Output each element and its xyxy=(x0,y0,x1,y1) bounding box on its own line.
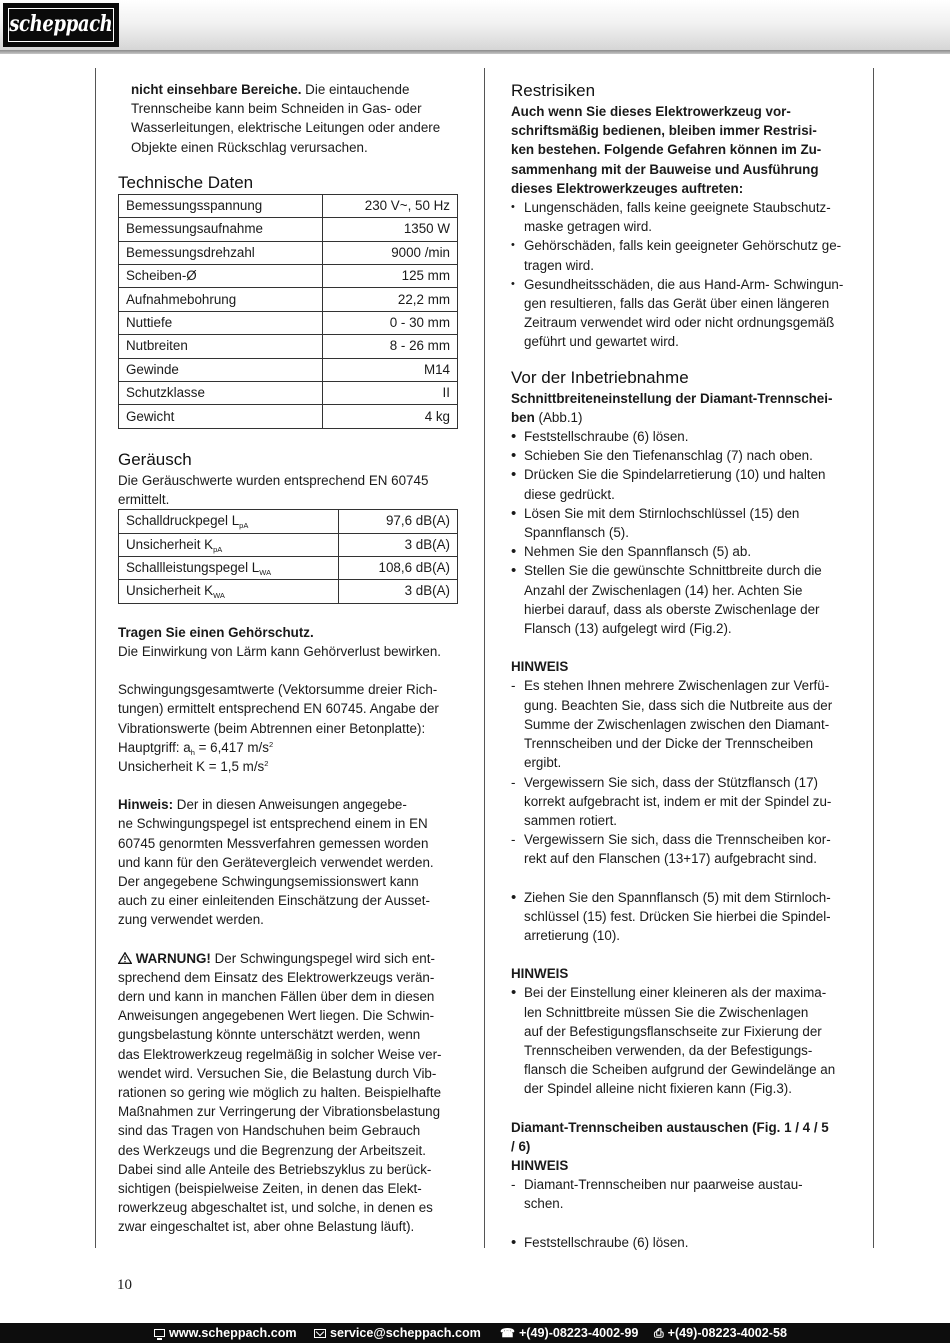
table-cell-value: 8 - 26 mm xyxy=(323,335,458,358)
table-cell-value: 0 - 30 mm xyxy=(323,311,458,334)
table-cell-label: Schalldruckpegel $L_{pA}$ xyxy=(119,510,339,533)
fax-icon: ⎙ xyxy=(654,1326,664,1340)
residual-risks-heading: Restrisiken xyxy=(511,81,596,100)
page-number: 10 xyxy=(117,1277,132,1293)
table-cell-value: 3 dB(A) xyxy=(339,580,458,603)
ear-protection-note xyxy=(118,623,458,661)
list-item: • Feststellschraube (6) lösen. xyxy=(511,1233,853,1252)
table-cell-label: Bemessungsdrehzahl xyxy=(119,241,323,264)
right-margin-rule xyxy=(873,68,874,1248)
ear-protection-bold: Tragen Sie einen Gehörschutz. xyxy=(118,624,314,640)
table-cell-label: Bemessungsaufnahme xyxy=(119,218,323,241)
list-item: • Schieben Sie den Tiefenanschlag (7) nach oben. xyxy=(511,446,853,465)
table-cell-label: Unsicherheit $K_{pA}$ xyxy=(119,533,339,556)
intro-line: Trennscheibe kann beim Schneiden in Gas- oder xyxy=(131,101,422,117)
vibration-line: Schwingungsgesamtwerte (Vektorsumme dreier Rich- xyxy=(118,682,438,698)
footer-bar xyxy=(0,1323,950,1343)
vibration-line: Vibrationswerte (beim Abtrennen einer Betonplatte): xyxy=(118,720,426,736)
before-use-heading: Vor der Inbetriebnahme xyxy=(511,367,689,387)
table-row xyxy=(119,288,458,311)
vibration-uncertainty: Unsicherheit K = 1,5 $m/s^2$ xyxy=(118,758,269,774)
column-divider xyxy=(484,68,485,1248)
vibration-paragraph xyxy=(118,680,458,776)
warning-triangle-icon xyxy=(118,950,132,962)
list-item: - Es stehen Ihnen mehrere Zwischenlagen zur Verfü- gung. Beachten Sie, dass sich die Nutbreite aus der Summe der Zwischenlagen zwischen den Diamant- Trennscheiben und der Dicke der Trennscheiben ergibt. xyxy=(511,676,853,772)
hinweis-list xyxy=(511,676,853,868)
residual-risks-intro: Auch wenn Sie dieses Elektrowerkzeug vor- schriftsmäßig bedienen, bleiben immer Restrisi- ken bestehen. Folgende Gefahren können im Zu- sammenhang mit der Bauweise und Ausführung dieses Elektrowerkzeuges auftreten: xyxy=(511,104,822,196)
table-cell-label: Scheiben-Ø xyxy=(119,264,323,287)
table-row xyxy=(119,358,458,381)
footer-email-text: service@scheppach.com xyxy=(330,1326,481,1340)
table-cell-label: Unsicherheit $K_{WA}$ xyxy=(119,580,339,603)
table-cell-value: II xyxy=(323,381,458,404)
list-item: • Stellen Sie die gewünschte Schnittbreite durch die Anzahl der Zwischenlagen (14) her. Achten Sie hierbei darauf, dass als oberste Zwischenlage der Flansch (13) aufgelegt wird (Fig.2). xyxy=(511,561,853,638)
cut-width-heading: Schnittbreiteneinstellung der Diamant-Trennschei- ben (Abb.1) xyxy=(511,390,833,425)
hinweis-label: HINWEIS xyxy=(511,966,569,982)
list-item: • Nehmen Sie den Spannflansch (5) ab. xyxy=(511,542,853,561)
table-row xyxy=(119,405,458,428)
table-cell-value: 125 mm xyxy=(323,264,458,287)
footer-phone[interactable] xyxy=(500,1325,638,1341)
table-cell-label: Aufnahmebohrung xyxy=(119,288,323,311)
list-item: • Ziehen Sie den Spannflansch (5) mit dem Stirnloch- schlüssel (15) fest. Drücken Sie hierbei die Spindel- arretierung (10). xyxy=(511,888,853,946)
footer-email[interactable] xyxy=(314,1325,481,1341)
noise-intro: Die Geräuschwerte wurden entsprechend EN 60745 xyxy=(118,472,429,488)
intro-line: Wasserleitungen, elektrische Leitungen oder andere xyxy=(131,120,441,136)
computer-icon xyxy=(154,1329,165,1337)
final-step xyxy=(511,1233,853,1252)
table-row xyxy=(119,533,458,556)
noise-table xyxy=(118,509,458,604)
vibration-line: tungen) ermittelt entsprechend EN 60745. Angabe der xyxy=(118,701,439,717)
table-cell-label: Nutbreiten xyxy=(119,335,323,358)
warning-paragraph: WARNUNG! Der Schwingungspegel wird sich ent- sprechend dem Einsatz des Elektrowerkzeugs verän- dern und kann in manchen Fällen über dem in diesen Anweisungen angegebenen Wert liegen. Die Schwin- gungsbelastung könnte unterschätzt werden, wenn das Elektrowerkzeug regelmäßig in solcher Weise ver- wendet wird. Versuchen Sie, die Belastung durch Vib- rationen so gering wie möglich zu halten. Beispielhafte Maßnahmen zur Verringerung der Vibrationsbelastung sind das Tragen von Handschuhen beim Gebrauch des Werkzeugs und die Begrenzung der Arbeitszeit. Dabei sind alle Anteile des Betriebszyklus zu berück- sichtigen (beispielweise Zeiten, in denen das Elekt- rowerkzeug abgeschaltet ist, und solche, in denen es zwar eingeschaltet ist, aber ohne Belastung läuft). xyxy=(118,950,442,1235)
replace-discs-note xyxy=(511,1175,853,1213)
table-row xyxy=(119,311,458,334)
table-cell-label: Schutzklasse xyxy=(119,381,323,404)
header-rule xyxy=(0,50,950,54)
residual-risks-list xyxy=(511,198,853,352)
table-row xyxy=(119,510,458,533)
hinweis-label: HINWEIS xyxy=(511,659,569,675)
footer-web[interactable] xyxy=(154,1325,297,1341)
table-cell-value: 230 V~, 50 Hz xyxy=(323,194,458,217)
footer-phone-text: +(49)-08223-4002-99 xyxy=(518,1326,639,1340)
list-item: • Gehörschäden, falls kein geeigneter Gehörschutz ge- tragen wird. xyxy=(511,236,853,274)
list-item: • Bei der Einstellung einer kleineren als der maxima- len Schnittbreite müssen Sie die Zwischenlagen auf der Befestigungsflanschseite zur Fixierung der Trennscheiben verwenden, da der Befestigungs- flansch die Scheiben aufgrund der Gewindelänge an der Spindel alleine nicht fixieren kann (Fig.3). xyxy=(511,983,853,1098)
table-cell-label: Gewicht xyxy=(119,405,323,428)
intro-paragraph xyxy=(118,80,458,157)
vibration-main-handle: Hauptgriff: $a_h = 6,417$ $m/s^2$ xyxy=(118,739,274,757)
footer-fax[interactable] xyxy=(654,1325,787,1341)
table-cell-value: 22,2 mm xyxy=(323,288,458,311)
replace-discs-heading: Diamant-Trennscheiben austauschen (Fig. 1 / 4 / 5 / 6) xyxy=(511,1119,829,1154)
right-column xyxy=(511,80,853,1252)
table-row xyxy=(119,194,458,217)
table-cell-label: Bemessungsspannung xyxy=(119,194,323,217)
tighten-step xyxy=(511,888,853,946)
intro-line: Die eintauchende xyxy=(305,82,410,97)
table-row xyxy=(119,264,458,287)
intro-line: Objekte einen Rückschlag verursachen. xyxy=(131,139,368,155)
list-item: - Diamant-Trennscheiben nur paarweise austau- schen. xyxy=(511,1175,853,1213)
list-item: • Drücken Sie die Spindelarretierung (10) und halten diese gedrückt. xyxy=(511,465,853,503)
brand-logo xyxy=(3,3,119,47)
ear-protection-text: Die Einwirkung von Lärm kann Gehörverlust bewirken. xyxy=(118,643,442,659)
table-cell-value: M14 xyxy=(323,358,458,381)
table-cell-value: 108,6 dB(A) xyxy=(339,556,458,579)
left-column xyxy=(118,80,458,1237)
footer-web-text: www.scheppach.com xyxy=(169,1326,297,1340)
list-item: - Vergewissern Sie sich, dass der Stützflansch (17) korrekt aufgebracht ist, indem er mit der Spindel zu- sammen rotiert. xyxy=(511,773,853,831)
list-item: • Gesundheitsschäden, die aus Hand-Arm- Schwingun- gen resultieren, falls das Gerät über einen längeren Zeitraum verwendet wird oder nicht ordnungsgemäß geführt und gewartet wird. xyxy=(511,275,853,352)
noise-intro: ermittelt. xyxy=(118,491,170,507)
table-row xyxy=(119,241,458,264)
left-margin-rule xyxy=(95,68,96,1248)
table-cell-value: 9000 /min xyxy=(323,241,458,264)
intro-bold: nicht einsehbare Bereiche. xyxy=(131,82,302,97)
table-row xyxy=(119,335,458,358)
list-item: • Lungenschäden, falls keine geeignete Staubschutz- maske getragen wird. xyxy=(511,198,853,236)
footer-fax-text: +(49)-08223-4002-58 xyxy=(667,1326,787,1340)
table-cell-label: Gewinde xyxy=(119,358,323,381)
hinweis-list xyxy=(511,983,853,1098)
mail-icon xyxy=(314,1329,326,1338)
list-item: - Vergewissern Sie sich, dass die Trennscheiben kor- rekt auf den Flanschen (13+17) aufgebracht sind. xyxy=(511,830,853,868)
table-cell-label: Schallleistungspegel $L_{WA}$ xyxy=(119,556,339,579)
cut-width-steps xyxy=(511,427,853,638)
table-cell-value: 1350 W xyxy=(323,218,458,241)
noise-heading: Geräusch xyxy=(118,449,192,469)
tech-data-heading: Technische Daten xyxy=(118,172,254,192)
tech-data-table xyxy=(118,194,458,429)
table-cell-value: 3 dB(A) xyxy=(339,533,458,556)
list-item: • Lösen Sie mit dem Stirnlochschlüssel (15) den Spannflansch (5). xyxy=(511,504,853,542)
hint-paragraph: Hinweis: Der in diesen Anweisungen angegebe- ne Schwingungspegel ist entsprechend einem in EN 60745 genormten Messverfahren gemessen worden und kann für den Gerätevergleich verwendet werden. Der angegebene Schwingungsemissionswert kann auch zu einer einleitenden Einschätzung der Ausset- zung verwendet werden. xyxy=(118,797,434,928)
hint-bold: Hinweis: xyxy=(118,797,174,813)
hinweis-label: HINWEIS xyxy=(511,1157,569,1173)
header-band xyxy=(0,0,950,50)
table-row xyxy=(119,381,458,404)
phone-icon: ☎ xyxy=(500,1326,515,1340)
list-item: • Feststellschraube (6) lösen. xyxy=(511,427,853,446)
table-cell-value: 4 kg xyxy=(323,405,458,428)
table-row xyxy=(119,218,458,241)
table-row xyxy=(119,580,458,603)
table-cell-value: 97,6 dB(A) xyxy=(339,510,458,533)
warning-bold: WARNUNG! xyxy=(135,950,211,966)
table-cell-label: Nuttiefe xyxy=(119,311,323,334)
logo-text: scheppach xyxy=(9,11,113,38)
table-row xyxy=(119,556,458,579)
